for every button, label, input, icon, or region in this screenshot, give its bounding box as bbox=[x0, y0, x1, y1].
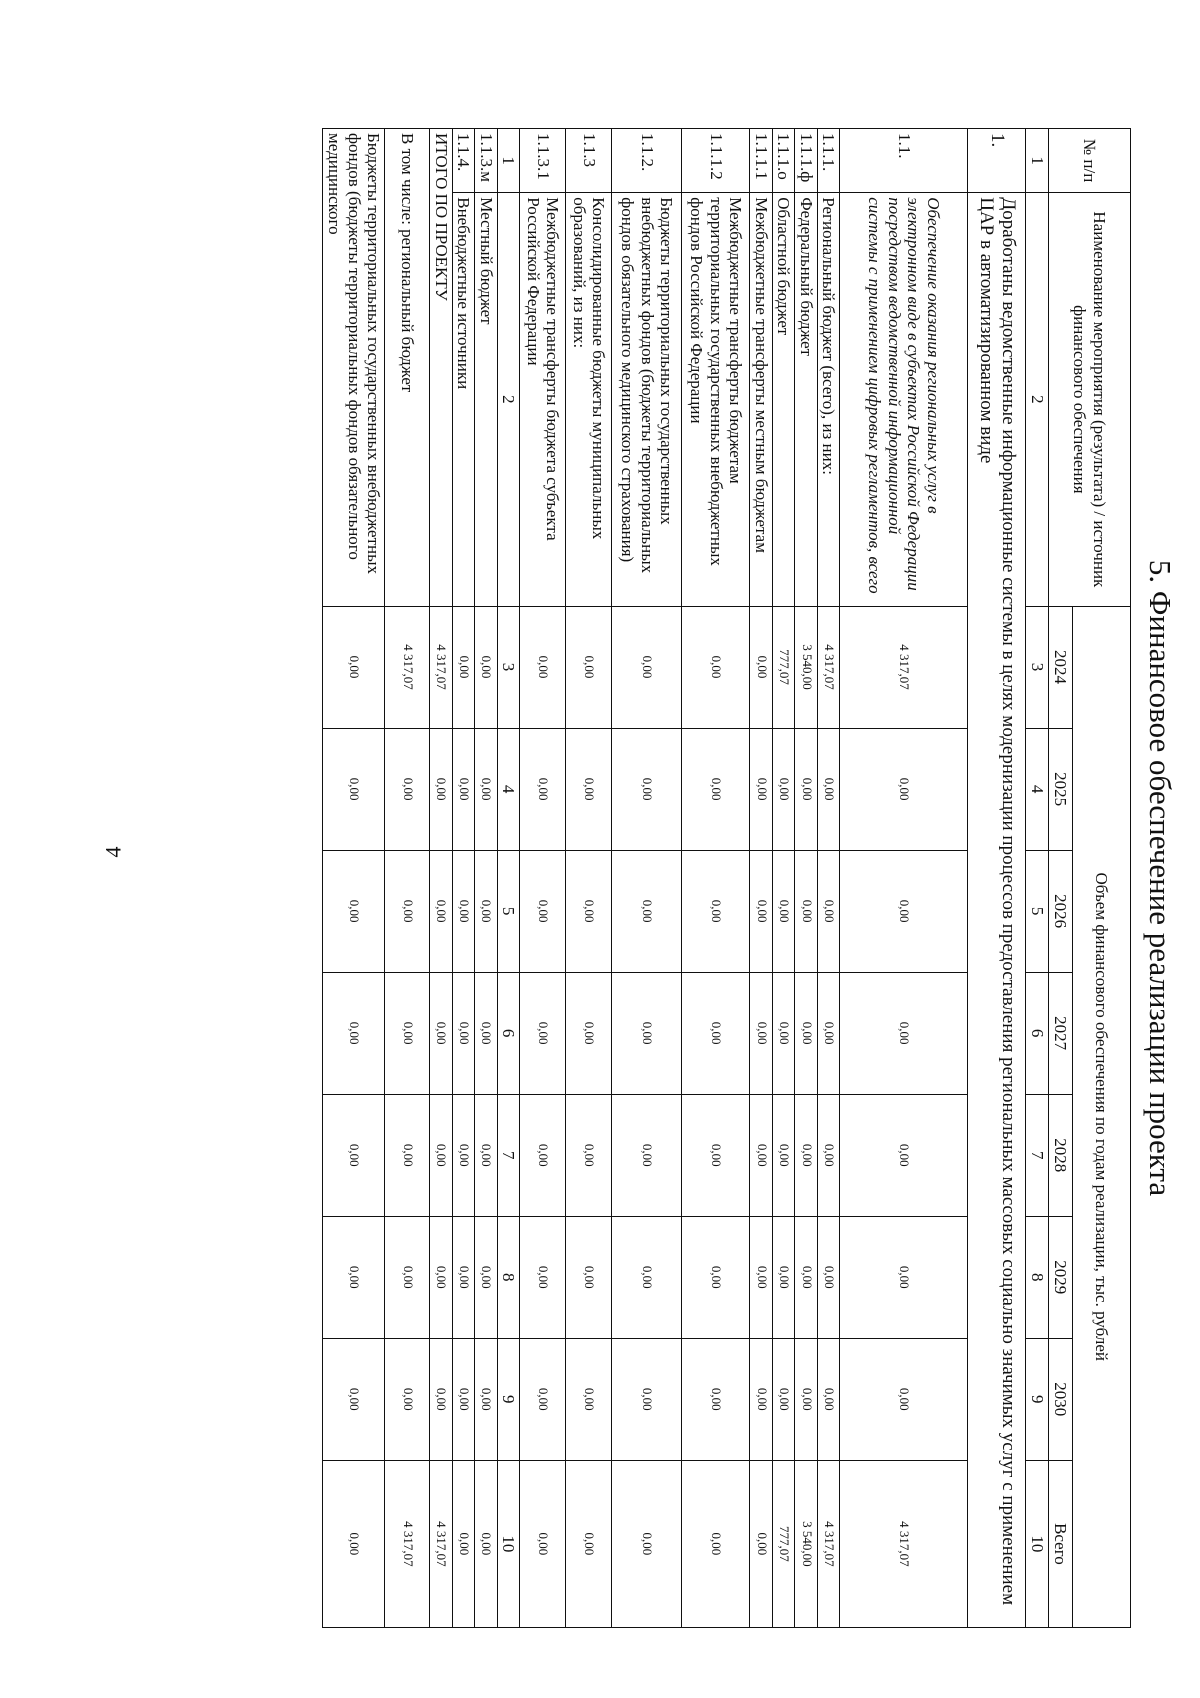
row-value: 0,00 bbox=[817, 972, 840, 1094]
row-value: 0,00 bbox=[840, 728, 968, 850]
column-number: 5 bbox=[497, 850, 520, 972]
row-value: 0,00 bbox=[452, 850, 475, 972]
row-number: 1.1.3.1 bbox=[520, 129, 566, 193]
header-total: Всего bbox=[1049, 1460, 1073, 1627]
row-value: 0,00 bbox=[566, 1094, 612, 1216]
row-value: 0,00 bbox=[452, 728, 475, 850]
row-value: 0,00 bbox=[385, 1216, 430, 1338]
row-value: 0,00 bbox=[475, 606, 498, 728]
row-name: Бюджеты территориальных государственных внебюджетных фондов (бюджеты территориальных фондов обязательного медицинского bbox=[323, 129, 385, 607]
row-name: Федеральный бюджет bbox=[795, 193, 818, 606]
table-row bbox=[385, 129, 430, 1628]
row-value: 0,00 bbox=[566, 728, 612, 850]
row-number: 1.1.2. bbox=[612, 129, 682, 193]
column-number: 6 bbox=[497, 972, 520, 1094]
table-row bbox=[772, 129, 795, 1628]
table-row bbox=[817, 129, 840, 1628]
row-value: 0,00 bbox=[566, 850, 612, 972]
row-value: 0,00 bbox=[795, 1216, 818, 1338]
page-number: 4 bbox=[100, 846, 126, 858]
row-value: 0,00 bbox=[566, 972, 612, 1094]
header-funding: Объем финансового обеспечения по годам реализации, тыс. рублей bbox=[1073, 606, 1131, 1628]
header-year: 2026 bbox=[1049, 850, 1073, 972]
row-value: 0,00 bbox=[385, 1338, 430, 1460]
row-value: 0,00 bbox=[772, 972, 795, 1094]
row-value: 0,00 bbox=[612, 972, 682, 1094]
row-value: 0,00 bbox=[840, 1216, 968, 1338]
row-number: 1.1.3.м bbox=[475, 129, 498, 193]
row-value: 0,00 bbox=[475, 1094, 498, 1216]
row-name: Региональный бюджет (всего), из них: bbox=[817, 193, 840, 606]
row-value: 0,00 bbox=[795, 972, 818, 1094]
row-value: 0,00 bbox=[817, 1338, 840, 1460]
row-value: 4 317,07 bbox=[817, 1460, 840, 1627]
header-year: 2029 bbox=[1049, 1216, 1073, 1338]
row-value: 0,00 bbox=[612, 1216, 682, 1338]
table-row bbox=[520, 129, 566, 1628]
row-value: 3 540,00 bbox=[795, 606, 818, 728]
row-value: 0,00 bbox=[750, 728, 773, 850]
row-value: 0,00 bbox=[612, 1338, 682, 1460]
row-name: Межбюджетные трансферты бюджетам территориальных государственных внебюджетных фондов Российской Федерации bbox=[682, 193, 750, 606]
row-value: 0,00 bbox=[430, 1338, 453, 1460]
column-numbers-row bbox=[1026, 129, 1049, 1628]
row-value: 0,00 bbox=[452, 1094, 475, 1216]
column-number: 6 bbox=[1026, 972, 1049, 1094]
row-value: 0,00 bbox=[750, 972, 773, 1094]
row-value: 0,00 bbox=[520, 1460, 566, 1627]
row-value: 0,00 bbox=[682, 1460, 750, 1627]
row-value: 0,00 bbox=[475, 972, 498, 1094]
row-value: 0,00 bbox=[385, 850, 430, 972]
table-row bbox=[795, 129, 818, 1628]
row-value: 3 540,00 bbox=[795, 1460, 818, 1627]
row-value: 0,00 bbox=[566, 1460, 612, 1627]
row-value: 0,00 bbox=[385, 728, 430, 850]
column-number: 3 bbox=[497, 606, 520, 728]
row-value: 0,00 bbox=[750, 1338, 773, 1460]
column-number: 2 bbox=[1026, 193, 1049, 606]
row-value: 0,00 bbox=[682, 972, 750, 1094]
row-value: 0,00 bbox=[795, 1094, 818, 1216]
column-number: 10 bbox=[1026, 1460, 1049, 1627]
row-value: 0,00 bbox=[323, 1216, 385, 1338]
row-value: 0,00 bbox=[452, 1338, 475, 1460]
row-value: 0,00 bbox=[520, 1338, 566, 1460]
row-value: 0,00 bbox=[840, 1338, 968, 1460]
table-row bbox=[612, 129, 682, 1628]
row-value: 0,00 bbox=[566, 606, 612, 728]
row-value: 0,00 bbox=[452, 1216, 475, 1338]
row-value: 0,00 bbox=[475, 850, 498, 972]
page-title: 5. Финансовое обеспечение реализации проекта bbox=[1143, 559, 1178, 1197]
section-title: Доработаны ведомственные информационные системы в целях модернизации процессов предоставления региональных массовых социально значимых услуг с применением ЦАР в автоматизированном виде bbox=[968, 193, 1026, 1628]
row-name: Межбюджетные трансферты местным бюджетам bbox=[750, 193, 773, 606]
table-row bbox=[840, 129, 968, 1628]
row-value: 0,00 bbox=[566, 1216, 612, 1338]
row-value: 0,00 bbox=[430, 728, 453, 850]
row-name: Областной бюджет bbox=[772, 193, 795, 606]
row-value: 0,00 bbox=[682, 1216, 750, 1338]
row-value: 0,00 bbox=[772, 850, 795, 972]
row-number: 1.1. bbox=[840, 129, 968, 193]
row-value: 0,00 bbox=[452, 972, 475, 1094]
row-value: 0,00 bbox=[430, 972, 453, 1094]
row-value: 0,00 bbox=[682, 1338, 750, 1460]
column-number: 4 bbox=[1026, 728, 1049, 850]
row-value: 0,00 bbox=[475, 1338, 498, 1460]
table-row bbox=[475, 129, 498, 1628]
row-number: 1.1.4. bbox=[452, 129, 475, 193]
row-value: 0,00 bbox=[520, 1216, 566, 1338]
row-value: 0,00 bbox=[520, 606, 566, 728]
row-value: 0,00 bbox=[795, 850, 818, 972]
row-number: 1.1.3 bbox=[566, 129, 612, 193]
row-value: 0,00 bbox=[840, 972, 968, 1094]
table-row bbox=[323, 129, 385, 1628]
column-number: 2 bbox=[497, 193, 520, 606]
row-value: 0,00 bbox=[323, 1338, 385, 1460]
table-row bbox=[452, 129, 475, 1628]
row-value: 0,00 bbox=[385, 1094, 430, 1216]
row-value: 4 317,07 bbox=[840, 1460, 968, 1627]
header-year: 2025 bbox=[1049, 728, 1073, 850]
header-year: 2028 bbox=[1049, 1094, 1073, 1216]
row-number: 1.1.1.ф bbox=[795, 129, 818, 193]
row-value: 0,00 bbox=[452, 606, 475, 728]
row-value: 0,00 bbox=[750, 1094, 773, 1216]
row-value: 0,00 bbox=[795, 728, 818, 850]
row-value: 4 317,07 bbox=[385, 606, 430, 728]
row-value: 0,00 bbox=[323, 1460, 385, 1627]
column-number: 3 bbox=[1026, 606, 1049, 728]
row-value: 0,00 bbox=[682, 1094, 750, 1216]
row-value: 0,00 bbox=[750, 850, 773, 972]
row-name: ИТОГО ПО ПРОЕКТУ bbox=[430, 129, 453, 607]
header-name: Наименование мероприятия (результата) / источник финансового обеспечения bbox=[1049, 193, 1131, 606]
row-value: 0,00 bbox=[430, 1216, 453, 1338]
row-name: Бюджеты территориальных государственных внебюджетных фондов (бюджеты территориальных фондов обязательного медицинского страхования) bbox=[612, 193, 682, 606]
column-number: 9 bbox=[1026, 1338, 1049, 1460]
row-value: 0,00 bbox=[323, 972, 385, 1094]
row-value: 0,00 bbox=[772, 728, 795, 850]
financing-table bbox=[322, 128, 1131, 1628]
row-value: 0,00 bbox=[520, 1094, 566, 1216]
column-number: 8 bbox=[497, 1216, 520, 1338]
row-value: 0,00 bbox=[520, 850, 566, 972]
rotated-page-content bbox=[248, 128, 1188, 1628]
row-value: 0,00 bbox=[566, 1338, 612, 1460]
row-name: Местный бюджет bbox=[475, 193, 498, 606]
row-value: 0,00 bbox=[750, 1460, 773, 1627]
row-value: 4 317,07 bbox=[840, 606, 968, 728]
row-value: 0,00 bbox=[817, 1216, 840, 1338]
row-value: 0,00 bbox=[795, 1338, 818, 1460]
row-number: 1.1.1.1 bbox=[750, 129, 773, 193]
row-value: 0,00 bbox=[475, 1216, 498, 1338]
row-value: 0,00 bbox=[385, 972, 430, 1094]
column-number: 8 bbox=[1026, 1216, 1049, 1338]
row-value: 0,00 bbox=[323, 606, 385, 728]
column-number: 1 bbox=[497, 129, 520, 193]
row-value: 4 317,07 bbox=[430, 1460, 453, 1627]
row-value: 0,00 bbox=[452, 1460, 475, 1627]
row-number: 1.1.1.о bbox=[772, 129, 795, 193]
column-number: 1 bbox=[1026, 129, 1049, 193]
row-value: 0,00 bbox=[750, 606, 773, 728]
table-row bbox=[750, 129, 773, 1628]
header-year: 2030 bbox=[1049, 1338, 1073, 1460]
row-value: 0,00 bbox=[475, 728, 498, 850]
column-number: 4 bbox=[497, 728, 520, 850]
row-value: 777,07 bbox=[772, 1460, 795, 1627]
header-year: 2027 bbox=[1049, 972, 1073, 1094]
row-value: 0,00 bbox=[323, 1094, 385, 1216]
row-value: 0,00 bbox=[772, 1094, 795, 1216]
column-number: 7 bbox=[1026, 1094, 1049, 1216]
row-value: 4 317,07 bbox=[817, 606, 840, 728]
row-name: Обеспечение оказания региональных услуг в электронном виде в субъектах Российской Федерации посредством ведомственной информационной системы с применением цифровых регламентов, всего bbox=[840, 193, 968, 606]
column-number: 9 bbox=[497, 1338, 520, 1460]
row-value: 0,00 bbox=[430, 850, 453, 972]
header-no: № п/п bbox=[1049, 129, 1131, 193]
row-value: 0,00 bbox=[323, 850, 385, 972]
row-value: 0,00 bbox=[612, 728, 682, 850]
row-name: Консолидированные бюджеты муниципальных образований, из них: bbox=[566, 193, 612, 606]
row-value: 0,00 bbox=[520, 972, 566, 1094]
section-number: 1. bbox=[968, 129, 1026, 193]
row-value: 0,00 bbox=[772, 1216, 795, 1338]
row-value: 0,00 bbox=[612, 850, 682, 972]
column-number: 10 bbox=[497, 1460, 520, 1627]
row-value: 777,07 bbox=[772, 606, 795, 728]
row-value: 4 317,07 bbox=[430, 606, 453, 728]
row-value: 0,00 bbox=[840, 1094, 968, 1216]
row-value: 0,00 bbox=[323, 728, 385, 850]
row-value: 0,00 bbox=[520, 728, 566, 850]
row-value: 0,00 bbox=[612, 606, 682, 728]
row-value: 4 317,07 bbox=[385, 1460, 430, 1627]
row-value: 0,00 bbox=[682, 606, 750, 728]
row-value: 0,00 bbox=[612, 1094, 682, 1216]
row-value: 0,00 bbox=[612, 1460, 682, 1627]
column-number: 5 bbox=[1026, 850, 1049, 972]
table-row bbox=[682, 129, 750, 1628]
row-value: 0,00 bbox=[817, 728, 840, 850]
row-value: 0,00 bbox=[817, 850, 840, 972]
row-value: 0,00 bbox=[475, 1460, 498, 1627]
row-value: 0,00 bbox=[430, 1094, 453, 1216]
table-row bbox=[566, 129, 612, 1628]
row-value: 0,00 bbox=[840, 850, 968, 972]
row-name: Межбюджетные трансферты бюджета субъекта Российской Федерации bbox=[520, 193, 566, 606]
row-name: В том числе: региональный бюджет bbox=[385, 129, 430, 607]
row-number: 1.1.1. bbox=[817, 129, 840, 193]
row-value: 0,00 bbox=[772, 1338, 795, 1460]
section-row bbox=[968, 129, 1026, 1628]
column-numbers-repeat-row bbox=[497, 129, 520, 1628]
row-name: Внебюджетные источники bbox=[452, 193, 475, 606]
header-year: 2024 bbox=[1049, 606, 1073, 728]
table-row bbox=[430, 129, 453, 1628]
row-number: 1.1.1.2 bbox=[682, 129, 750, 193]
row-value: 0,00 bbox=[682, 728, 750, 850]
column-number: 7 bbox=[497, 1094, 520, 1216]
row-value: 0,00 bbox=[682, 850, 750, 972]
row-value: 0,00 bbox=[817, 1094, 840, 1216]
row-value: 0,00 bbox=[750, 1216, 773, 1338]
